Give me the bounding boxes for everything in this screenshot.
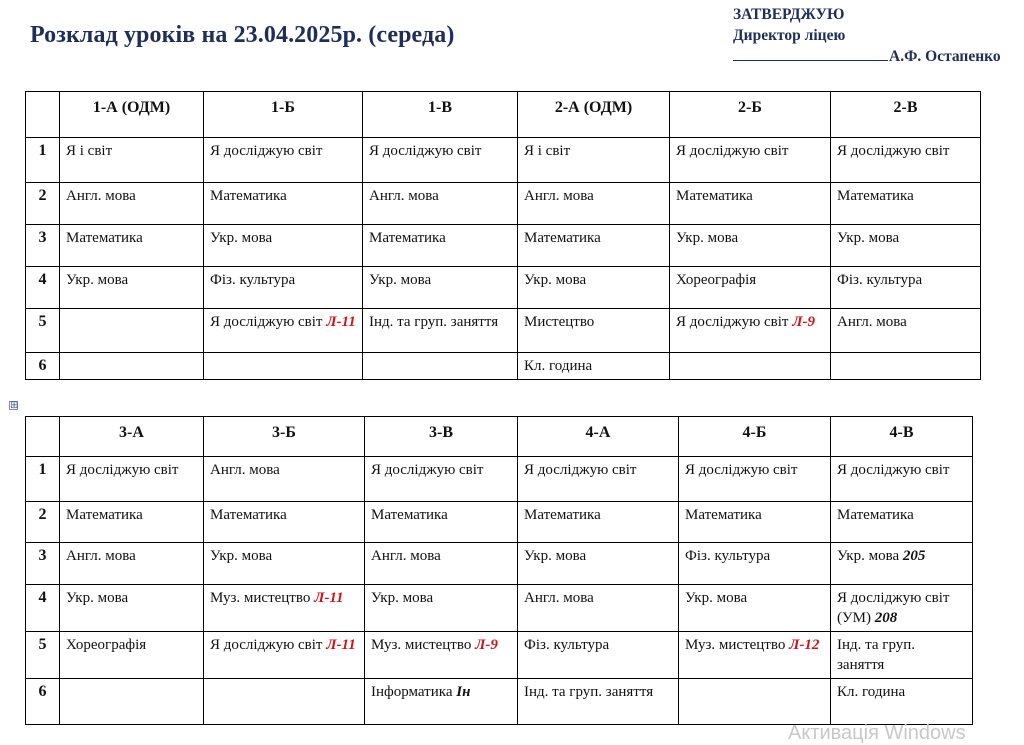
lesson-cell: [365, 585, 518, 632]
lesson-number: 1: [26, 457, 60, 502]
lesson-cell: [518, 353, 670, 380]
header-row: [26, 417, 973, 457]
lesson-cell: [60, 183, 204, 225]
lesson-cell: [831, 457, 973, 502]
class-header: 1-В: [363, 92, 518, 138]
subject: Я досліджую світ: [369, 143, 482, 159]
subject: Я і світ: [66, 143, 113, 159]
lesson-cell: [365, 632, 518, 679]
lesson-cell: [204, 632, 365, 679]
lesson-cell: [363, 309, 518, 353]
subject: Англ. мова: [837, 314, 907, 330]
lesson-cell: [679, 543, 831, 585]
subject: Я досліджую світ: [210, 314, 323, 330]
lesson-cell: [204, 267, 363, 309]
lesson-row: [26, 679, 973, 725]
subject: Муз. мистецтво: [685, 637, 786, 653]
subject: Англ. мова: [371, 548, 441, 564]
subject: Математика: [676, 188, 753, 204]
lesson-cell: [204, 679, 365, 725]
subject: Я досліджую світ: [685, 462, 798, 478]
room-label: Л-12: [789, 637, 820, 653]
subject: Математика: [524, 230, 601, 246]
subject: Інд. та груп. заняття: [369, 314, 499, 330]
class-header: 3-Б: [204, 417, 365, 457]
room-label: 205: [902, 548, 926, 564]
subject: Укр. мова: [837, 548, 900, 564]
lesson-cell: [60, 502, 204, 543]
lesson-cell: [831, 543, 973, 585]
lesson-row: [26, 457, 973, 502]
lesson-row: [26, 502, 973, 543]
subject: Укр. мова: [210, 230, 273, 246]
lesson-cell: [831, 585, 973, 632]
room-label: Л-9: [792, 314, 816, 330]
lesson-cell: [670, 225, 831, 267]
subject: Укр. мова: [210, 548, 273, 564]
lesson-row: [26, 585, 973, 632]
windows-activation-watermark: Активація Windows: [788, 722, 966, 744]
lesson-cell: [365, 457, 518, 502]
subject: Укр. мова: [371, 590, 434, 606]
lesson-cell: [204, 225, 363, 267]
lesson-row: [26, 225, 981, 267]
lesson-cell: [831, 309, 981, 353]
subject: Математика: [837, 507, 914, 523]
lesson-cell: [518, 225, 670, 267]
subject: Інд. та груп. заняття: [524, 684, 654, 700]
lesson-cell: [365, 502, 518, 543]
lesson-cell: [363, 138, 518, 183]
lesson-number: 4: [26, 267, 60, 309]
subject: Англ. мова: [524, 188, 594, 204]
lesson-cell: [60, 585, 204, 632]
subject: Я досліджую світ: [837, 462, 950, 478]
subject: Укр. мова: [524, 272, 587, 288]
class-header: 2-В: [831, 92, 981, 138]
lesson-cell: [831, 138, 981, 183]
lesson-number: 2: [26, 183, 60, 225]
lesson-cell: [363, 353, 518, 380]
lesson-cell: [670, 267, 831, 309]
subject: Англ. мова: [66, 548, 136, 564]
subject: Математика: [210, 188, 287, 204]
subject: Математика: [371, 507, 448, 523]
lesson-cell: [60, 138, 204, 183]
lesson-number: 6: [26, 353, 60, 380]
subject: Я досліджую світ: [676, 314, 789, 330]
lesson-cell: [518, 183, 670, 225]
subject: Укр. мова: [685, 590, 748, 606]
lesson-cell: [518, 502, 679, 543]
class-header: 3-А: [60, 417, 204, 457]
subject: Фіз. культура: [685, 548, 771, 564]
room-label: Л-11: [314, 590, 344, 606]
subject: Я досліджую світ: [837, 143, 950, 159]
approval-signature: [733, 46, 1018, 67]
approval-heading: ЗАТВЕРДЖУЮ: [733, 6, 845, 23]
corner-cell: [26, 417, 60, 457]
subject: Хореографія: [66, 637, 147, 653]
lesson-row: [26, 543, 973, 585]
class-header: 4-А: [518, 417, 679, 457]
subject: Укр. мова: [676, 230, 739, 246]
lesson-cell: [518, 309, 670, 353]
lesson-cell: [363, 183, 518, 225]
lesson-number: 4: [26, 585, 60, 632]
class-header: 2-Б: [670, 92, 831, 138]
room-label: 208: [874, 610, 898, 626]
lesson-cell: [518, 632, 679, 679]
subject: Фіз. культура: [524, 637, 610, 653]
subject: Англ. мова: [369, 188, 439, 204]
subject: Англ. мова: [524, 590, 594, 606]
lesson-cell: [204, 138, 363, 183]
lesson-number: 3: [26, 225, 60, 267]
approval-signer: А.Ф. Остапенко: [889, 48, 1001, 65]
lesson-cell: [363, 225, 518, 267]
lesson-row: [26, 309, 981, 353]
lesson-number: 3: [26, 543, 60, 585]
lesson-cell: [60, 267, 204, 309]
lesson-cell: [679, 457, 831, 502]
subject: Математика: [66, 230, 143, 246]
lesson-cell: [60, 353, 204, 380]
lesson-cell: [60, 679, 204, 725]
subject: Я досліджую світ: [371, 462, 484, 478]
subject: Англ. мова: [210, 462, 280, 478]
subject: Хореографія: [676, 272, 757, 288]
lesson-cell: [670, 138, 831, 183]
lesson-cell: [831, 183, 981, 225]
lesson-cell: [204, 457, 365, 502]
class-header: 4-Б: [679, 417, 831, 457]
subject: Кл. година: [524, 358, 593, 374]
subject: Укр. мова: [369, 272, 432, 288]
lesson-cell: [679, 502, 831, 543]
table-move-handle-icon[interactable]: ⊞: [10, 400, 19, 411]
lesson-number: 2: [26, 502, 60, 543]
subject: Інд. та груп. заняття: [837, 637, 916, 673]
room-label: Л-9: [475, 637, 498, 653]
subject: Укр. мова: [837, 230, 900, 246]
room-label: Л-11: [326, 637, 356, 653]
lesson-cell: [831, 632, 973, 679]
class-header: 3-В: [365, 417, 518, 457]
lesson-cell: [60, 632, 204, 679]
subject: Я і світ: [524, 143, 571, 159]
subject: Математика: [685, 507, 762, 523]
lesson-cell: [831, 679, 973, 725]
subject: Математика: [369, 230, 446, 246]
lesson-cell: [518, 457, 679, 502]
subject: Я досліджую світ: [66, 462, 179, 478]
header-row: [26, 92, 981, 138]
lesson-cell: [204, 543, 365, 585]
lesson-row: [26, 632, 973, 679]
room-label: Ін: [456, 684, 471, 700]
subject: Мистецтво: [524, 314, 595, 330]
lesson-cell: [60, 457, 204, 502]
lesson-cell: [204, 183, 363, 225]
page-title: Розклад уроків на 23.04.2025р. (середа): [30, 22, 455, 48]
lesson-cell: [679, 632, 831, 679]
lesson-cell: [518, 679, 679, 725]
lesson-cell: [204, 585, 365, 632]
lesson-cell: [679, 679, 831, 725]
lesson-cell: [363, 267, 518, 309]
lesson-cell: [831, 225, 981, 267]
lesson-cell: [204, 309, 363, 353]
class-header: 4-В: [831, 417, 973, 457]
lesson-cell: [204, 353, 363, 380]
schedule-table-2: [25, 416, 973, 725]
lesson-cell: [518, 585, 679, 632]
lesson-row: [26, 353, 981, 380]
subject: Я досліджую світ (УМ): [837, 590, 950, 626]
lesson-cell: [670, 353, 831, 380]
subject: Англ. мова: [66, 188, 136, 204]
lesson-row: [26, 267, 981, 309]
subject: Фіз. культура: [837, 272, 923, 288]
class-header: 1-Б: [204, 92, 363, 138]
subject: Математика: [66, 507, 143, 523]
subject: Математика: [837, 188, 914, 204]
subject: Математика: [210, 507, 287, 523]
lesson-number: 5: [26, 309, 60, 353]
lesson-cell: [365, 679, 518, 725]
lesson-cell: [60, 543, 204, 585]
approval-position: Директор ліцею: [733, 27, 846, 44]
lesson-row: [26, 138, 981, 183]
subject: Я досліджую світ: [676, 143, 789, 159]
subject: Я досліджую світ: [210, 637, 323, 653]
lesson-cell: [518, 138, 670, 183]
subject: Укр. мова: [66, 590, 129, 606]
corner-cell: [26, 92, 60, 138]
subject: Муз. мистецтво: [371, 637, 472, 653]
lesson-cell: [831, 267, 981, 309]
lesson-cell: [518, 267, 670, 309]
class-header: 1-А (ОДМ): [60, 92, 204, 138]
lesson-cell: [831, 502, 973, 543]
lesson-number: 5: [26, 632, 60, 679]
subject: Кл. година: [837, 684, 906, 700]
lesson-cell: [60, 309, 204, 353]
lesson-cell: [518, 543, 679, 585]
subject: Я досліджую світ: [210, 143, 323, 159]
approval-block: [733, 4, 1018, 67]
lesson-cell: [60, 225, 204, 267]
subject: Укр. мова: [524, 548, 587, 564]
subject: Математика: [524, 507, 601, 523]
signature-line: [733, 46, 888, 61]
lesson-row: [26, 183, 981, 225]
lesson-cell: [670, 183, 831, 225]
lesson-number: 1: [26, 138, 60, 183]
class-header: 2-А (ОДМ): [518, 92, 670, 138]
lesson-cell: [365, 543, 518, 585]
lesson-cell: [670, 309, 831, 353]
subject: Укр. мова: [66, 272, 129, 288]
lesson-number: 6: [26, 679, 60, 725]
lesson-cell: [204, 502, 365, 543]
subject: Інформатика: [371, 684, 453, 700]
lesson-cell: [831, 353, 981, 380]
subject: Я досліджую світ: [524, 462, 637, 478]
schedule-table-1: [25, 91, 981, 380]
subject: Фіз. культура: [210, 272, 296, 288]
room-label: Л-11: [326, 314, 356, 330]
subject: Муз. мистецтво: [210, 590, 311, 606]
lesson-cell: [679, 585, 831, 632]
